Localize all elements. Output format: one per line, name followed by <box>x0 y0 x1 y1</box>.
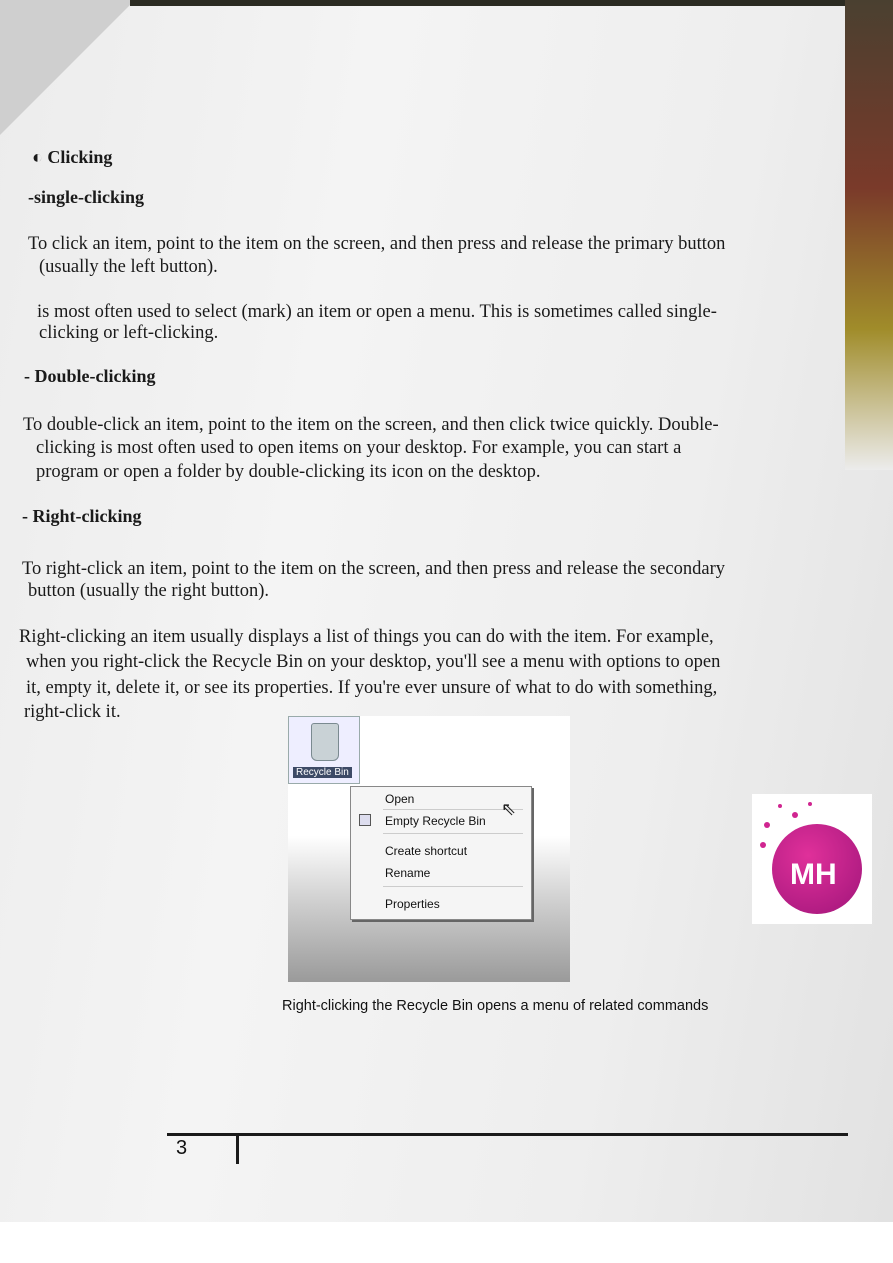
menu-item-rename: Rename <box>385 866 431 880</box>
trash-can-icon <box>311 723 339 761</box>
double-paragraph-line-1: To double-click an item, point to the item on the screen, and then click twice quickly. Double- <box>23 415 719 435</box>
single-paragraph-2-line-2: clicking or left-clicking. <box>39 323 219 343</box>
mouse-pointer-icon: ⇖ <box>501 799 517 819</box>
folded-corner <box>0 0 135 135</box>
single-paragraph-1-line-2: (usually the left button). <box>39 257 218 277</box>
single-paragraph-1-line-1: To click an item, point to the item on the screen, and then press and release the primary button <box>28 234 726 254</box>
right-paragraph-1-line-1: To right-click an item, point to the item on the screen, and then press and release the secondary <box>22 559 726 579</box>
menu-item-empty-recycle-bin: Empty Recycle Bin <box>385 814 486 828</box>
mh-logo <box>752 794 872 924</box>
double-paragraph-line-3: program or open a folder by double-clicking its icon on the desktop. <box>36 462 541 482</box>
heading-single-clicking: -single-clicking <box>28 187 144 207</box>
right-paragraph-2-line-3: it, empty it, delete it, or see its properties. If you're ever unsure of what to do with something, <box>26 678 718 698</box>
single-paragraph-2-line-1: is most often used to select (mark) an item or open a menu. This is sometimes called single- <box>37 302 717 322</box>
logo-dot <box>792 812 798 818</box>
menu-item-properties: Properties <box>385 897 440 911</box>
menu-item-create-shortcut: Create shortcut <box>385 844 468 858</box>
right-edge-background <box>845 0 893 470</box>
empty-bin-icon <box>359 814 371 826</box>
right-paragraph-2-line-4: right-click it. <box>24 702 121 722</box>
logo-dot <box>760 842 766 848</box>
page-number: 3 <box>176 1137 188 1159</box>
top-edge-shadow <box>130 0 850 6</box>
right-paragraph-2-line-1: Right-clicking an item usually displays a list of things you can do with the item. For example, <box>19 627 714 647</box>
footer-divider <box>236 1134 239 1164</box>
bottom-margin <box>0 1222 893 1263</box>
footer-rule <box>167 1133 848 1136</box>
right-paragraph-2-line-2: when you right-click the Recycle Bin on your desktop, you'll see a menu with options to open <box>26 652 721 672</box>
menu-separator <box>383 886 523 887</box>
heading-right-clicking: - Right-clicking <box>22 506 142 526</box>
screenshot-caption: Right-clicking the Recycle Bin opens a menu of related commands <box>282 998 709 1014</box>
heading-double-clicking: - Double-clicking <box>24 366 156 386</box>
logo-text: MH <box>790 858 837 891</box>
menu-item-open: Open <box>385 792 415 806</box>
logo-dot <box>764 822 770 828</box>
double-paragraph-line-2: clicking is most often used to open items on your desktop. For example, you can start a <box>36 438 682 458</box>
recycle-bin-label: Recycle Bin <box>293 767 352 778</box>
menu-separator <box>383 833 523 834</box>
logo-dot <box>808 802 812 806</box>
heading-clicking: ◐ Clicking <box>32 147 113 167</box>
logo-dot <box>778 804 782 808</box>
context-menu <box>350 786 532 920</box>
recycle-bin-screenshot <box>288 716 570 982</box>
right-paragraph-1-line-2: button (usually the right button). <box>28 581 269 601</box>
recycle-bin-icon <box>288 716 360 784</box>
